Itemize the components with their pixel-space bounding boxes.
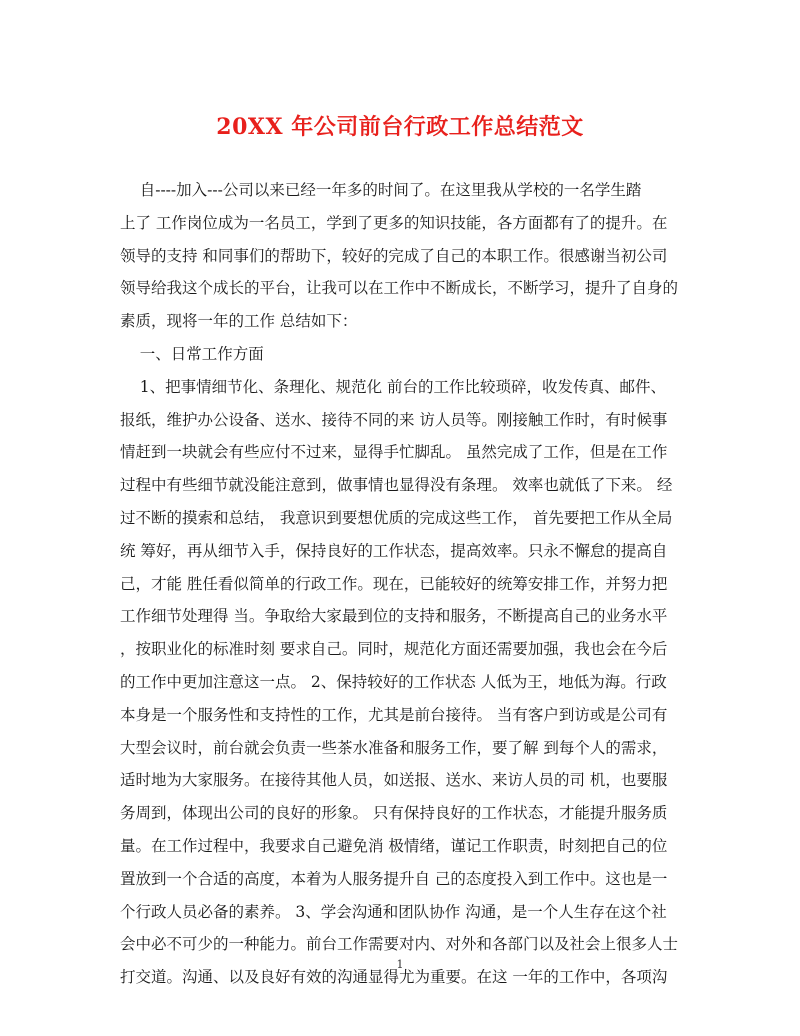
body-line: 上了 工作岗位成为一名员工，学到了更多的知识技能，各方面都有了的提升。在 (120, 213, 668, 232)
body-line: 的工作中更加注意这一点。 2、保持较好的工作状态 人低为王，地低为海。行政 (120, 672, 667, 691)
body-line: 本身是一个服务性和支持性的工作，尤其是前台接待。 当有客户到访或是公司有 (120, 705, 668, 724)
body-line: ，按职业化的标准时刻 要求自己。同时，规范化方面还需要加强，我也会在今后 (120, 640, 668, 659)
body-line: 打交道。沟通、以及良好有效的沟通显得尤为重要。在这 一年的工作中，各项沟 (120, 968, 668, 987)
body-line: 统 筹好，再从细节入手，保持良好的工作状态，提高效率。只永不懈怠的提高自 (120, 541, 668, 560)
page-number: 1 (396, 958, 404, 971)
body-line: 工作细节处理得 当。争取给大家最到位的支持和服务，不断提高自己的业务水平 (120, 607, 668, 626)
document-title: 20XX 年公司前台行政工作总结范文 (216, 114, 584, 140)
body-line: 会中必不可少的一种能力。前台工作需要对内、对外和各部门以及社会上很多人士 (120, 935, 679, 954)
body-line: 适时地为大家服务。在接待其他人员，如送报、送水、来访人员的司 机，也要服 (120, 771, 668, 790)
body-line: 1、把事情细节化、条理化、规范化 前台的工作比较琐碎，收发传真、邮件、 (120, 377, 666, 396)
body-line: 己，才能 胜任看似简单的行政工作。现在，已能较好的统筹安排工作，并努力把 (120, 574, 668, 593)
document-body (120, 174, 680, 994)
body-line: 情赶到一块就会有些应付不过来，显得手忙脚乱。 虽然完成了工作，但是在工作 (120, 443, 668, 462)
section-heading: 一、日常工作方面 (120, 344, 264, 363)
body-line: 素质，现将一年的工作 总结如下： (120, 312, 358, 331)
body-line: 自----加入---公司以来已经一年多的时间了。在这里我从学校的一名学生踏 (120, 181, 642, 199)
body-line: 置放到一个合适的高度，本着为人服务提升自 己的态度投入到工作中。这也是一 (120, 869, 668, 888)
body-line: 领导给我这个成长的平台，让我可以在工作中不断成长，不断学习，提升了自身的 (120, 279, 679, 298)
body-line: 过程中有些细节就没能注意到，做事情也显得没有条理。 效率也就低了下来。 经 (120, 476, 673, 495)
body-line: 报纸，维护办公设备、送水、接待不同的来 访人员等。刚接触工作时，有时候事 (120, 410, 668, 429)
body-line: 过不断的摸索和总结， 我意识到要想优质的完成这些工作， 首先要把工作从全局 (120, 508, 673, 527)
body-line: 务周到，体现出公司的良好的形象。 只有保持良好的工作状态，才能提升服务质 (120, 804, 668, 823)
body-line: 个行政人员必备的素养。 3、学会沟通和团队协作 沟通，是一个人生存在这个社 (120, 902, 667, 921)
body-line: 领导的支持 和同事们的帮助下，较好的完成了自己的本职工作。很感谢当初公司 (120, 246, 668, 265)
body-line: 大型会议时，前台就会负责一些茶水准备和服务工作，要了解 到每个人的需求， (120, 738, 668, 757)
body-line: 量。在工作过程中，我要求自己避免消 极情绪，谨记工作职责，时刻把自己的位 (120, 836, 668, 855)
